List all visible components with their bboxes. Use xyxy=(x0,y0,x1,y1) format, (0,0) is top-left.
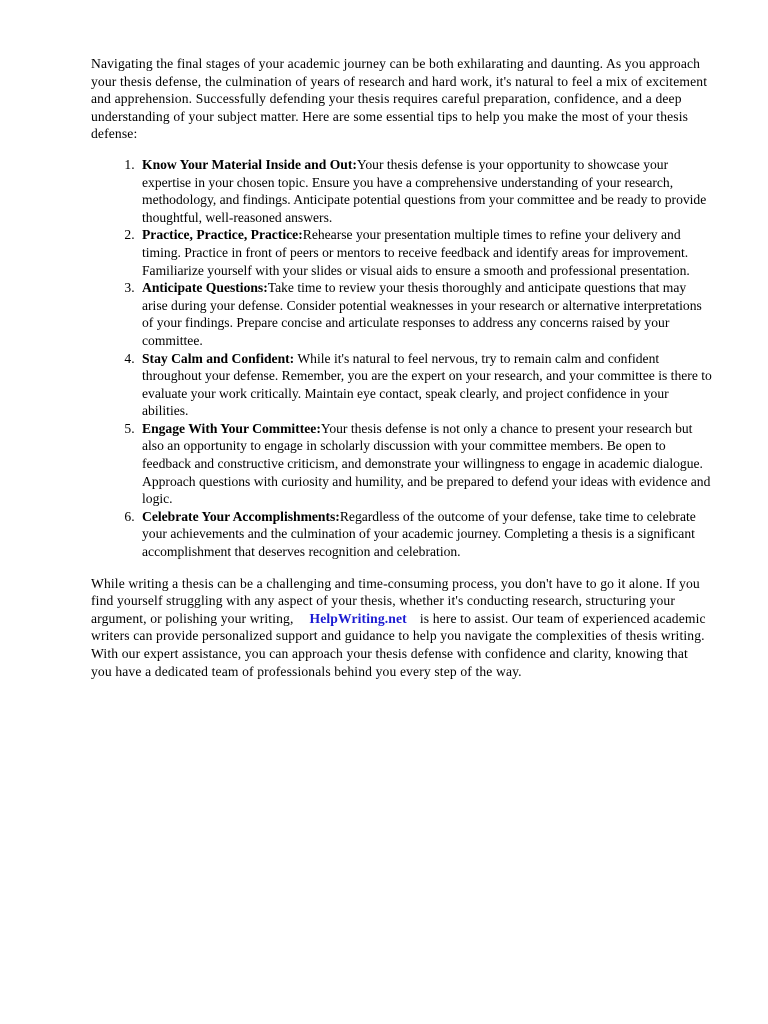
list-item xyxy=(138,226,712,279)
tip-title: Know Your Material Inside and Out: xyxy=(142,156,357,172)
tip-title: Stay Calm and Confident: xyxy=(142,350,295,366)
list-item xyxy=(138,420,712,508)
tip-body: While it's natural to feel nervous, try to remain calm and confident throughout your defense. Remember, you are the expert on your research, and your committee is there to evaluate your work critically. Maintain eye contact, speak clearly, and project confidence in your abilities. xyxy=(142,350,712,419)
tip-body: Your thesis defense is your opportunity to showcase your expertise in your chosen topic. Ensure you have a comprehensive understanding of your research, methodology, and findings. Anticipate potential questions from your committee and be ready to provide thoughtful, well-reasoned answers. xyxy=(142,156,707,225)
tip-body: Rehearse your presentation multiple times to refine your delivery and timing. Practice in front of peers or mentors to receive feedback and identify areas for improvement. Familiarize yourself with your slides or visual aids to ensure a smooth and professional presentation. xyxy=(142,227,690,278)
helpwriting-link[interactable]: HelpWriting.net xyxy=(309,610,407,626)
list-item xyxy=(138,279,712,349)
list-item xyxy=(138,156,712,226)
outro-paragraph xyxy=(91,575,712,681)
tips-list xyxy=(91,156,712,561)
tip-body: Your thesis defense is not only a chance to present your research but also an opportunity to engage in scholarly discussion with your committee members. Be open to feedback and constructive criticism, and demonstrate your willingness to engage in academic dialogue. Approach questions with curiosity and humility, and be prepared to defend your ideas with evidence and logic. xyxy=(142,420,711,507)
tip-title: Engage With Your Committee: xyxy=(142,420,321,436)
tip-title: Celebrate Your Accomplishments: xyxy=(142,508,340,524)
tip-body: Take time to review your thesis thoroughly and anticipate questions that may arise during your defense. Consider potential weaknesses in your research or alternative interpretations of your findings. Prepare concise and articulate responses to address any concerns raised by your committee. xyxy=(142,280,702,348)
outro-text-after-link: is here to assist. Our team of experienced academic writers can provide personalized support and guidance to help you navigate the complexities of thesis writing. With our expert assistance, you can approach your thesis defense with confidence and clarity, knowing that you have a dedicated team of professionals behind you every step of the way. xyxy=(91,610,706,679)
tip-title: Anticipate Questions: xyxy=(142,280,268,296)
tip-title: Practice, Practice, Practice: xyxy=(142,227,303,243)
list-item xyxy=(138,350,712,420)
list-item xyxy=(138,508,712,561)
intro-paragraph: Navigating the final stages of your academic journey can be both exhilarating and daunting. As you approach your thesis defense, the culmination of years of research and hard work, it's natural to feel a mix of excitement and apprehension. Successfully defending your thesis requires careful preparation, confidence, and a deep understanding of your subject matter. Here are some essential tips to help you make the most of your thesis defense: xyxy=(91,56,708,142)
outro-text-before-link: While writing a thesis can be a challenging and time-consuming process, you don't have to go it alone. If you find yourself struggling with any aspect of your thesis, whether it's conducting research, structuring your argument, or polishing your writing, xyxy=(91,575,700,626)
tip-body: Regardless of the outcome of your defense, take time to celebrate your achievements and the culmination of your academic journey. Completing a thesis is a significant accomplishment that deserves recognition and celebration. xyxy=(142,508,696,560)
